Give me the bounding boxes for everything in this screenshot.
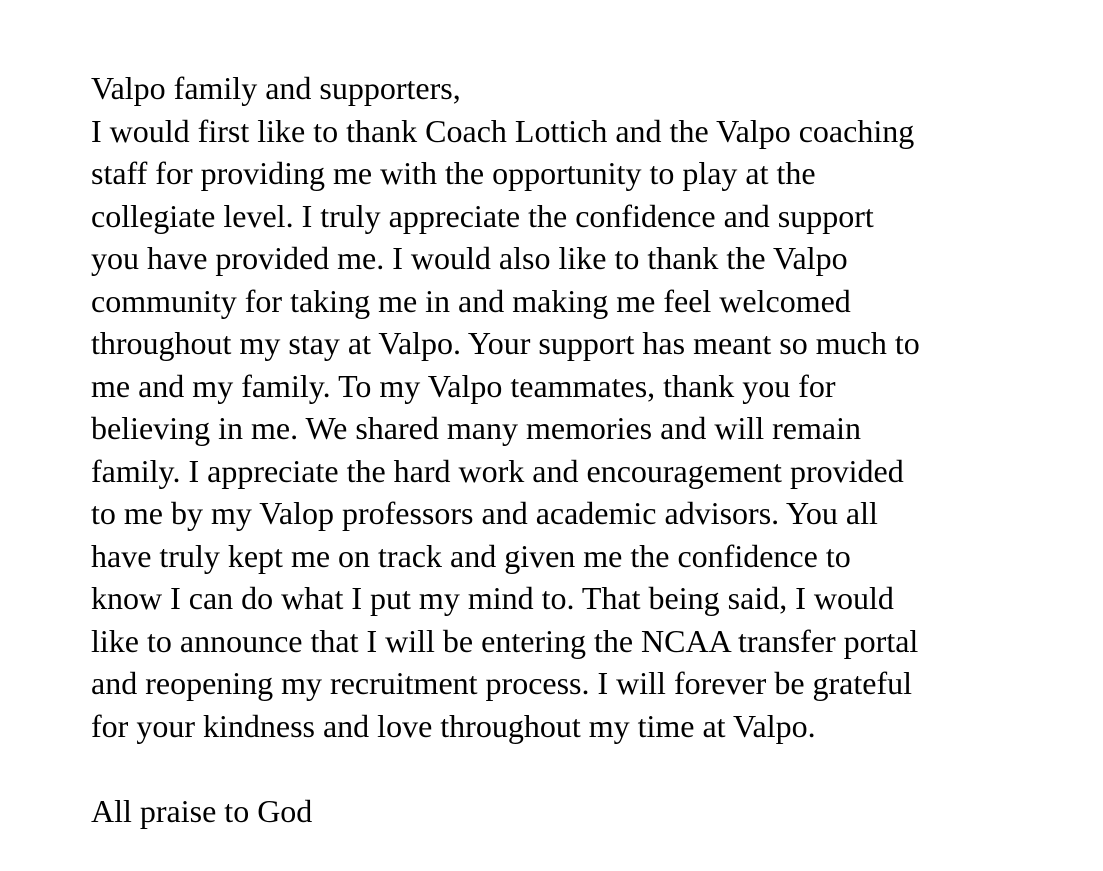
letter-line: like to announce that I will be entering the NCAA transfer portal xyxy=(91,622,919,659)
letter xyxy=(91,67,1081,832)
letter-greeting: Valpo family and supporters, xyxy=(91,70,461,106)
letter-line: believing in me. We shared many memories and will remain xyxy=(91,410,861,446)
letter-line: me and my family. To my Valpo teammates, thank you for xyxy=(91,367,836,404)
letter-line: I would first like to thank Coach Lottich and the Valpo coaching xyxy=(91,112,915,149)
letter-signoff: All praise to God xyxy=(91,792,313,829)
letter-line: you have provided me. I would also like to thank the Valpo xyxy=(91,240,848,276)
letter-line: and reopening my recruitment process. I will forever be grateful xyxy=(91,665,913,701)
letter-line: have truly kept me on track and given me the confidence to xyxy=(91,537,851,574)
letter-line: staff for providing me with the opportunity to play at the xyxy=(91,155,816,191)
letter-line: family. I appreciate the hard work and encouragement provided xyxy=(91,452,904,489)
letter-line: throughout my stay at Valpo. Your support has meant so much to xyxy=(91,325,920,361)
letter-line: for your kindness and love throughout my time at Valpo. xyxy=(91,707,816,744)
letter-line: collegiate level. I truly appreciate the confidence and support xyxy=(91,197,874,234)
letter-line: know I can do what I put my mind to. That being said, I would xyxy=(91,580,894,616)
letter-line: community for taking me in and making me feel welcomed xyxy=(91,282,851,319)
letter-line: to me by my Valop professors and academic advisors. You all xyxy=(91,495,878,531)
